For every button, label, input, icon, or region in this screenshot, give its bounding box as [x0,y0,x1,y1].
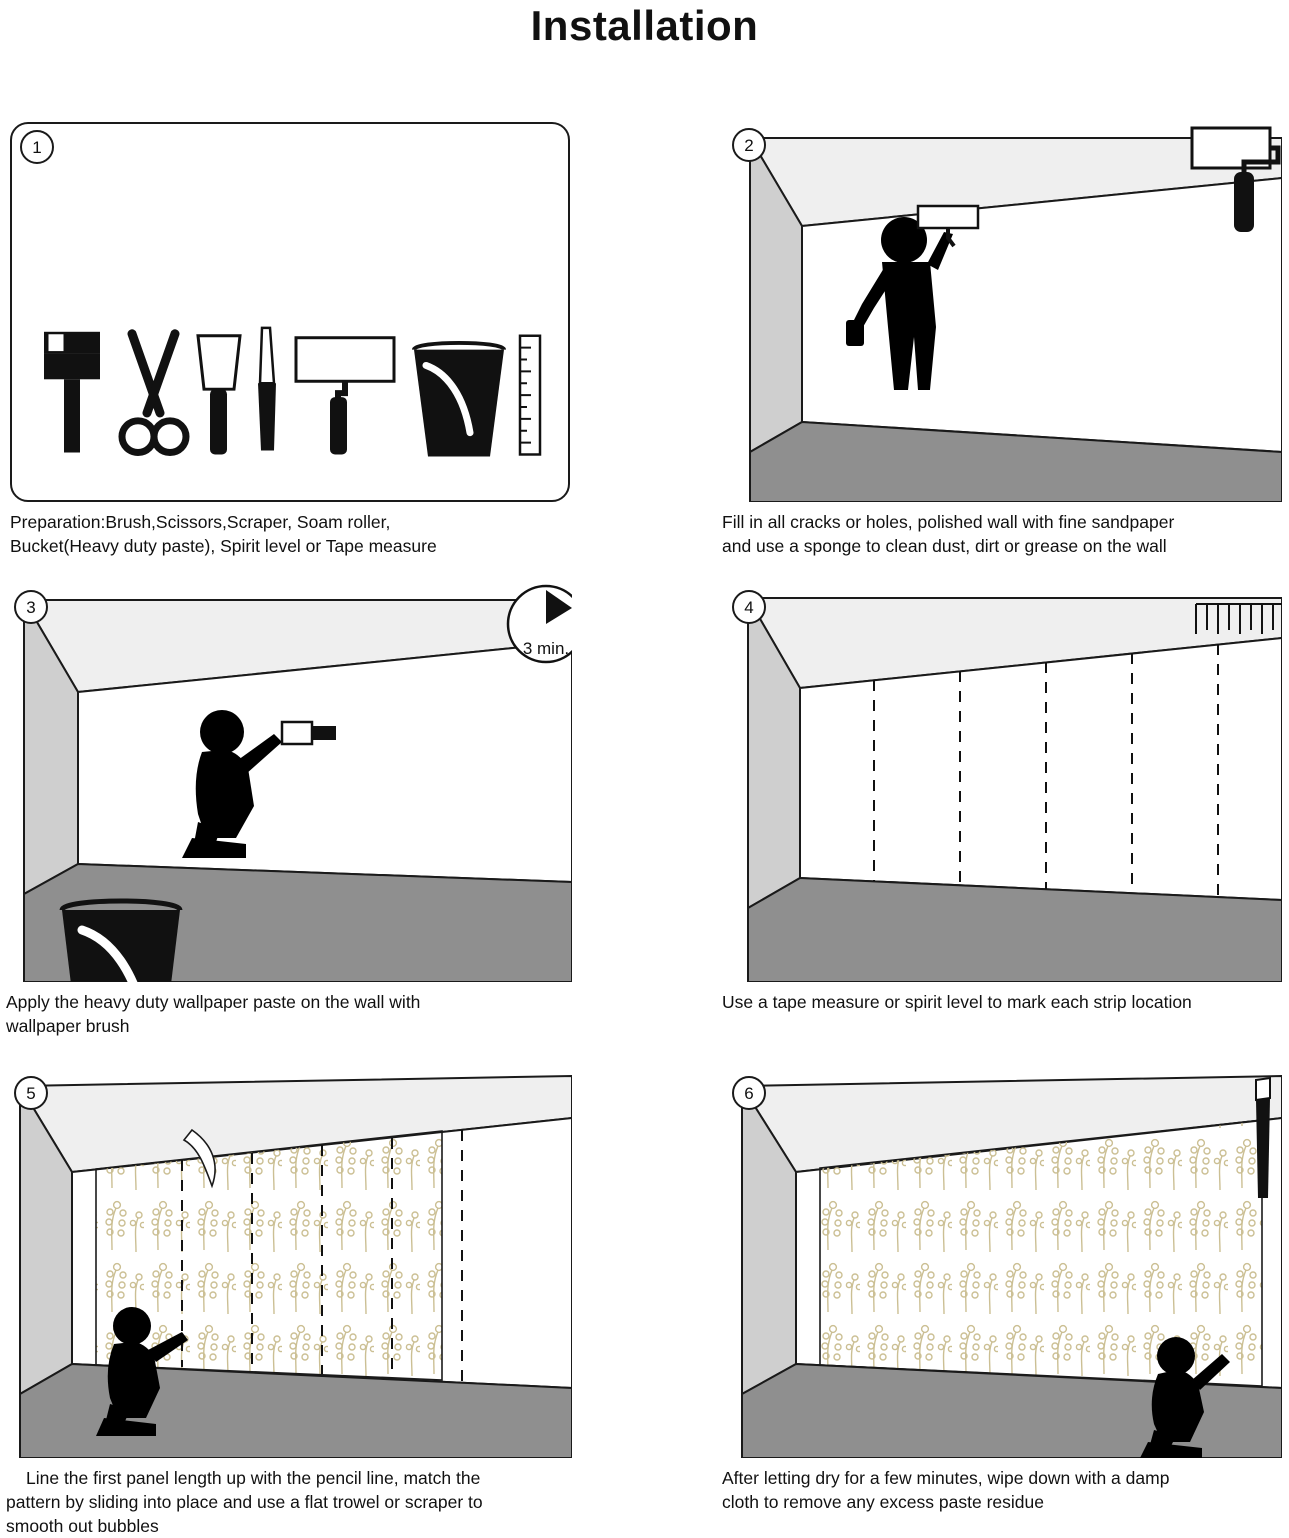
step-4 [722,582,1282,1015]
step-3-illustration [6,582,572,982]
step-2-caption: Fill in all cracks or holes, polished wall with fine sandpaper and use a sponge to clean dust, dirt or grease on the wall [722,512,1175,556]
step-3-badge: 3 [14,590,48,624]
wallpaper-floral-pattern [96,1131,442,1380]
step-2-illustration [722,122,1282,502]
step-5-badge: 5 [14,1076,48,1110]
paint-roller-icon [296,338,394,455]
step-2 [722,122,1282,558]
step-6-badge: 6 [732,1076,766,1110]
squeegee-icon [1256,1078,1270,1198]
tools-illustration [12,124,568,500]
step-1-caption: Preparation:Brush,Scissors,Scraper, Soam roller, Bucket(Heavy duty paste), Spirit level or Tape measure [10,512,437,556]
knife-icon [258,328,276,451]
step-1-illustration [10,122,570,502]
brush-icon [44,332,100,453]
bucket-icon [62,901,180,982]
room-scene-6 [722,1068,1282,1458]
step-5-illustration [6,1068,572,1458]
timer-label: 3 min. [522,639,570,659]
scissors-icon [122,334,186,453]
room-scene-2 [722,122,1282,502]
room-scene-3 [6,582,572,982]
scraper-icon [198,336,240,455]
step-1 [10,122,570,558]
step-4-caption: Use a tape measure or spirit level to mark each strip location [722,992,1192,1013]
step-3 [6,582,572,1038]
step-5 [6,1068,572,1538]
step-6 [722,1068,1282,1514]
step-4-illustration [722,582,1282,982]
step-6-caption: After letting dry for a few minutes, wipe down with a damp cloth to remove any excess paste residue [722,1468,1170,1512]
step-2-badge: 2 [732,128,766,162]
step-5-caption: Line the first panel length up with the pencil line, match the pattern by sliding into place and use a flat trowel or scraper to smooth out bubbles [6,1468,483,1536]
bucket-icon [414,343,504,457]
step-3-caption: Apply the heavy duty wallpaper paste on the wall with wallpaper brush [6,992,421,1036]
page-title: Installation [530,2,759,49]
step-1-badge: 1 [20,130,54,164]
step-6-illustration [722,1068,1282,1458]
ruler-icon [520,336,540,455]
room-scene-5 [6,1068,572,1458]
room-scene-4 [722,582,1282,982]
step-4-badge: 4 [732,590,766,624]
